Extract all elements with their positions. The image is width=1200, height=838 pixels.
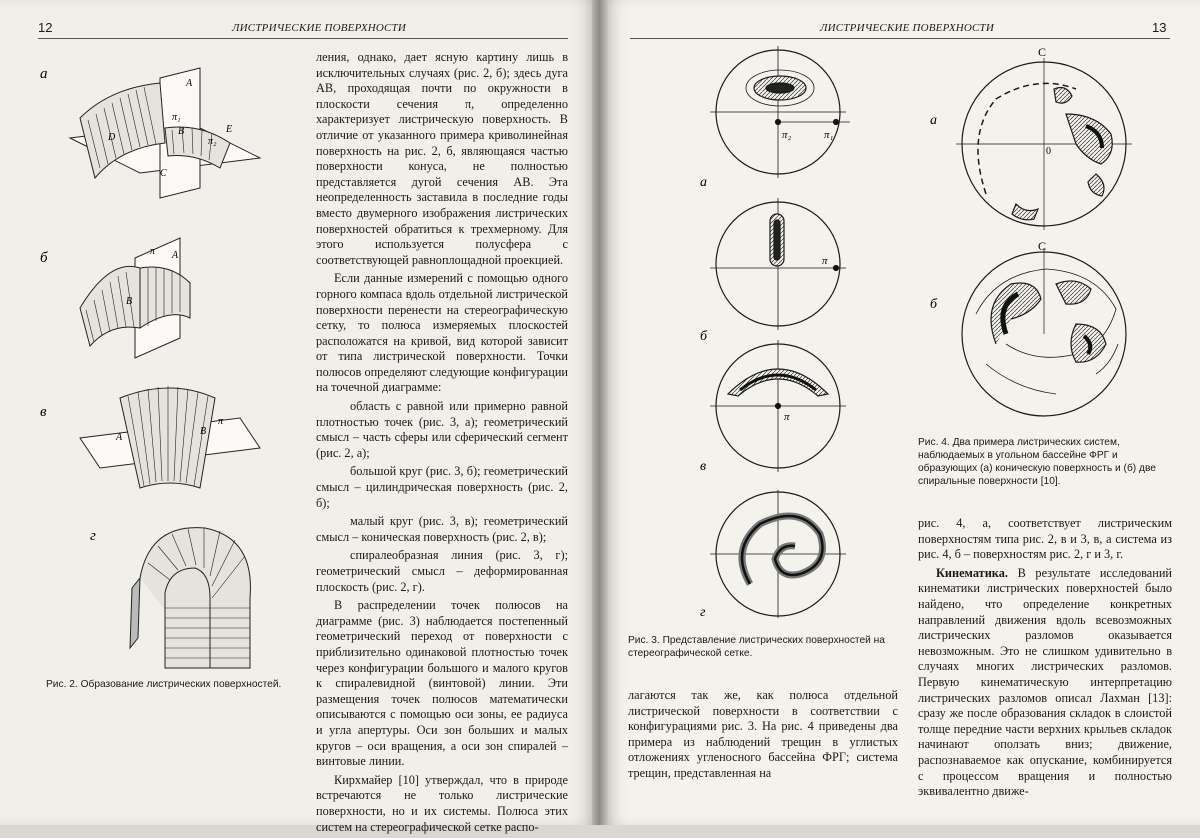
- list-item: большой круг (рис. 3, б); геометрический смысл – цилиндрическая поверхность (рис. 2, б);: [316, 464, 568, 510]
- panel-label-g: г: [90, 528, 96, 544]
- text-column: [316, 50, 568, 838]
- fig3-label-pi: π: [822, 255, 828, 267]
- fig2a-label-D: D: [108, 132, 116, 143]
- list-item: область с равной или примерно равной плотностью точек (рис. 3, а); геометрический смысл – часть сферы или сферический сегмент (рис. 2, а);: [316, 399, 568, 460]
- fig2v-label-A: A: [116, 432, 123, 443]
- fig2v-label-pi: π: [218, 416, 224, 427]
- figure-2-panel-g: [130, 528, 250, 668]
- figure-4-caption: Рис. 4. Два примера листрических систем, наблюдаемых в угольном бассейне ФРГ и образующих (а) коническую поверхность и (б) две спиральные поверхности [10].: [918, 437, 1156, 487]
- paragraph: Кирхмайер [10] утверждал, что в природе встречаются не только листрические поверхности, но и их системы. Полюса этих систем на стереографической сетке распо-: [316, 772, 568, 834]
- panel-label-v: в: [40, 404, 47, 420]
- fig2b-label-pi: π: [150, 246, 156, 257]
- fig2a-label-pi2: π₂: [208, 136, 217, 147]
- fig3-label-pi2: π₂: [782, 129, 792, 141]
- fig4-label-C-bottom: С: [1038, 239, 1047, 253]
- figure-2: [40, 48, 310, 688]
- figure-4: [926, 44, 1176, 434]
- text-column-2: [918, 516, 1172, 803]
- fig2a-label-pi1: π₁: [172, 112, 181, 123]
- running-head: ЛИСТРИЧЕСКИЕ ПОВЕРХНОСТИ: [232, 22, 407, 34]
- panel-label-a: а: [40, 66, 48, 82]
- fig2a-label-C: C: [160, 168, 167, 179]
- fig2b-label-A: A: [172, 250, 179, 261]
- figure-3-caption: Рис. 3. Представление листрических поверхностей на стереографической сетке.: [628, 635, 885, 659]
- running-head: ЛИСТРИЧЕСКИЕ ПОВЕРХНОСТИ: [820, 22, 995, 34]
- fig3-panel-label-a: а: [700, 175, 707, 190]
- fig3-panel-label-b: б: [700, 329, 708, 344]
- page-number: 13: [1152, 20, 1167, 35]
- fig2b-label-B: B: [126, 296, 133, 307]
- left-page: [0, 0, 600, 834]
- page-number: 12: [38, 20, 53, 35]
- list-item: малый круг (рис. 3, в); геометрический смысл – коническая поверхность (рис. 2, в);: [316, 514, 568, 544]
- paragraph-text: В результате исследований кинематики листрических поверхностей было найдено, что определение конкретных направлений движения вдоль всевозможных листрических разломов оказывается невозможным. Это не слишком удивительно в случаях многих листрических разломов. Первую кинематическую интерпретацию листрических разломов описал Лахман [13]: сразу же после образования складок в слоистой толще передние части верхних крыльев складок начинают оползать вниз; движение, распознаваемое как опускание, комбинируется с процессом вращения и полностью эквивалентно движе-: [918, 565, 1172, 799]
- fig2a-label-B: B: [178, 126, 185, 137]
- paragraph: рис. 4, а, соответствует листрическим поверхностям типа рис. 2, в и 3, в, а система из рис. 4, б – поверхностям рис. 2, г и 3, г.: [918, 516, 1172, 562]
- panel-label-b: б: [40, 250, 48, 266]
- paragraph: В распределении точек полюсов на диаграмме (рис. 3) наблюдается постепенный геометрический переход от поверхности с приблизительно одинаковой плотностью точек через конфигурации большого и малого кругов к спиралевидной (винтовой) линии. Эти размещения точек полюсов математически описываются с помощью оси зоны, ее радиуса и угла апертуры. Оси зон больших и малых кругов – оси вращения, а оси зон спиралей – винтовые линии.: [316, 598, 568, 769]
- list-item: спиралеобразная линия (рис. 3, г); геометрический смысл – деформированная плоскость (рис. 2, г).: [316, 548, 568, 594]
- fig4-label-C-top: С: [1038, 45, 1047, 59]
- paragraph: ления, однако, дает ясную картину лишь в исключительных случаях (рис. 2, б); здесь дуга AB, проходящая почти по окружности в плоскости сечения π, определенно характеризует листрическую поверхность. В отличие от указанного примера криволинейная поверхность на рис. 2, б, являющаяся частью поверхности конуса, не полностью представляется дугой сечения AB. Эта неопределенность заставила в последние годы вместо двумерного изображения листрических поверхностей обратиться к трехмерному. Для этого используется полусфера с соответствующей равноплощадной проекцией.: [316, 50, 568, 267]
- fig2a-label-A: A: [186, 78, 193, 89]
- figure-3: [690, 44, 890, 634]
- fig3-label-pi1: π₁: [824, 129, 834, 141]
- fig3-panel-label-g: г: [700, 605, 706, 620]
- section-heading: Кинематика.: [936, 565, 1008, 580]
- fig4-panel-label-b: б: [930, 297, 938, 312]
- figure-2-caption: Рис. 2. Образование листрических поверхностей.: [46, 679, 282, 690]
- fig3-label-pi-v: π: [784, 411, 790, 423]
- header-rule: [630, 38, 1170, 39]
- right-page: [600, 0, 1200, 825]
- header-rule: [38, 38, 568, 39]
- fig4-panel-label-a: а: [930, 113, 937, 128]
- fig3-panel-label-v: в: [700, 459, 707, 474]
- book-gutter: [592, 0, 608, 825]
- fig4-label-zero: 0: [1046, 146, 1051, 157]
- paragraph: Если данные измерений с помощью одного горного компаса вдоль отдельной листрической поверхности перенести на стереографическую сетку, то полюса измеряемых плоскостей расположатся на кривой, вид которой зависит от типа листрической поверхности. Точки полюсов определяют следующие конфигурации на точечной диаграмме:: [316, 271, 568, 395]
- fig2v-label-B: B: [200, 426, 207, 437]
- fig2a-label-E: E: [226, 124, 233, 135]
- paragraph: [918, 566, 1172, 800]
- text-column-1: [628, 688, 898, 785]
- paragraph: лагаются так же, как полюса отдельной листрической поверхности в соответствии с конфигурациями рис. 3. На рис. 4 приведены два примера из наблюдений трещин в углистых отложениях угленосного бассейна ФРГ; система трещин, представленная на: [628, 688, 898, 780]
- figure-2-panel-v: [80, 386, 260, 488]
